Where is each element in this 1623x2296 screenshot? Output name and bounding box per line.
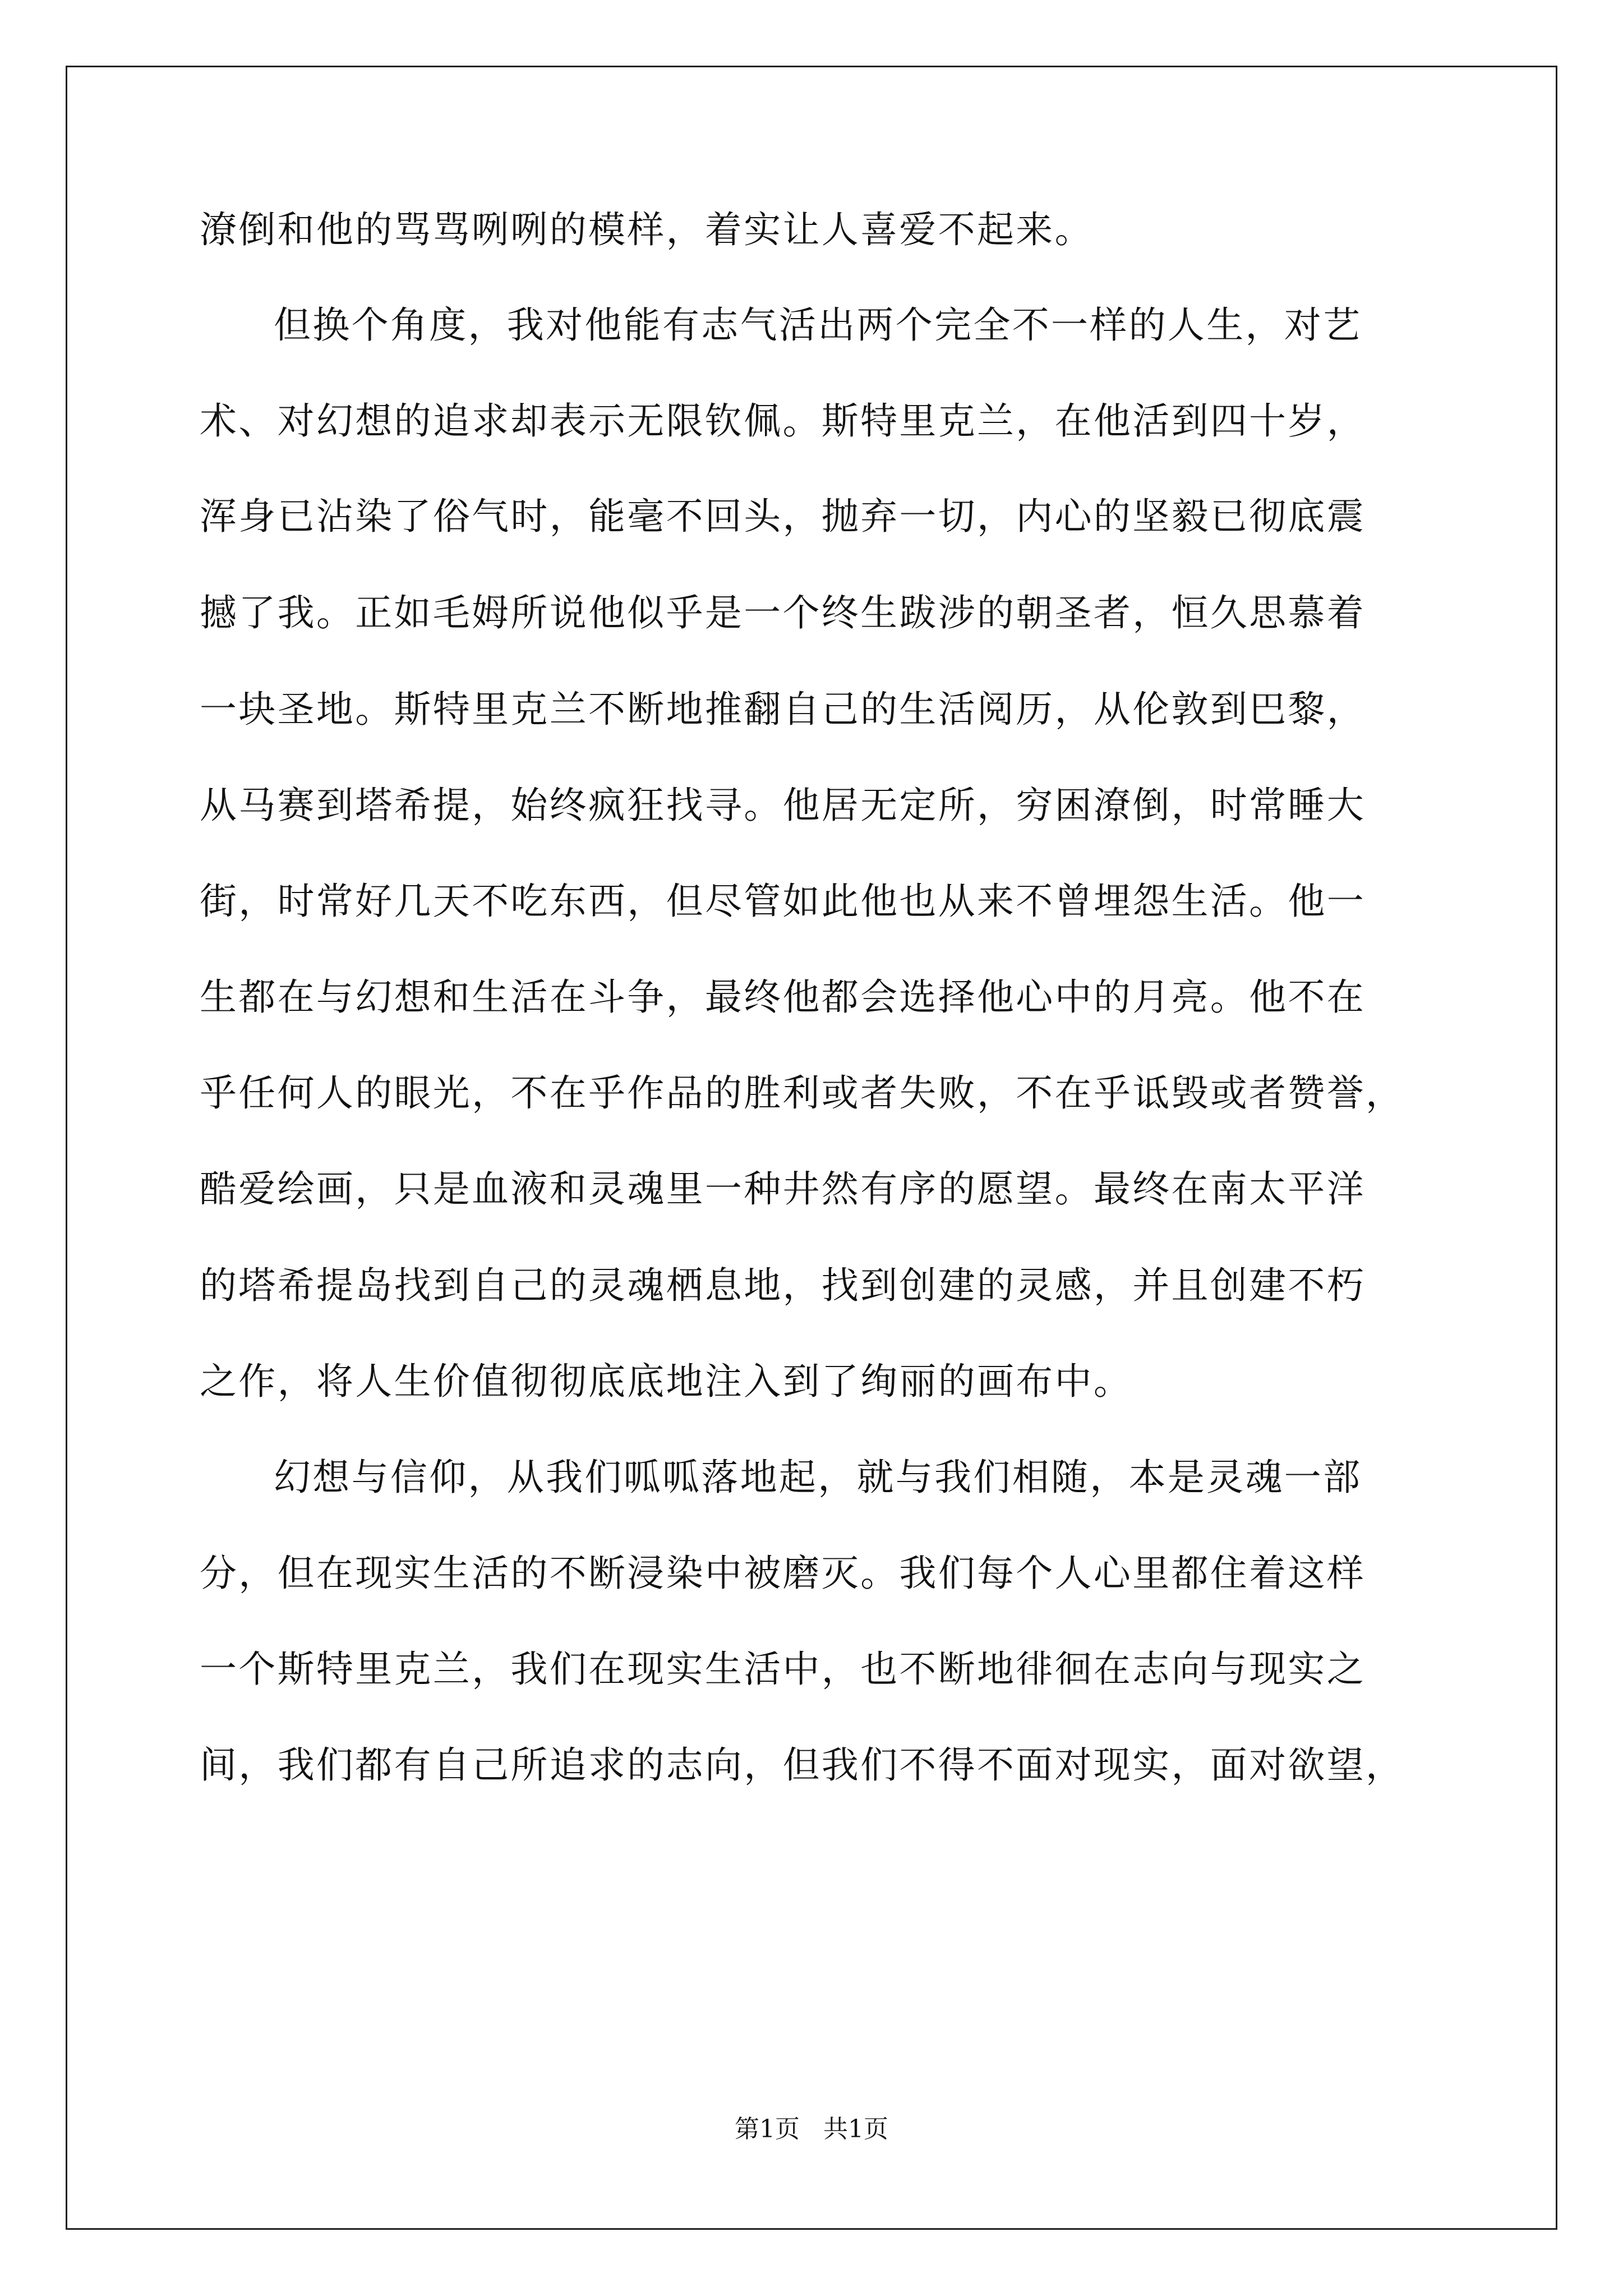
text-line-12: 的塔希提岛找到自己的灵魂栖息地，找到创建的灵感，并且创建不朽 [200, 1264, 1366, 1307]
text-line-3: 术、对幻想的追求却表示无限钦佩。斯特里克兰，在他活到四十岁， [200, 399, 1366, 443]
text-line-9: 生都在与幻想和生活在斗争，最终他都会选择他心中的月亮。他不在 [200, 976, 1366, 1019]
text-line-10: 乎任何人的眼光，不在乎作品的胜利或者失败，不在乎诋毁或者赞誉， [200, 1071, 1405, 1115]
text-line-6: 一块圣地。斯特里克兰不断地推翻自己的生活阅历，从伦敦到巴黎， [200, 688, 1366, 731]
page-number-footer: 第1页 共1页 [735, 2115, 888, 2143]
page-border [66, 66, 1557, 2230]
text-line-7: 从马赛到塔希提，始终疯狂找寻。他居无定所，穷困潦倒，时常睡大 [200, 784, 1366, 827]
text-line-17: 间，我们都有自己所追求的志向，但我们不得不面对现实，面对欲望， [200, 1743, 1405, 1787]
text-line-5: 撼了我。正如毛姆所说他似乎是一个终生跋涉的朝圣者，恒久思慕着 [200, 591, 1366, 634]
text-line-4: 浑身已沾染了俗气时，能毫不回头，抛弃一切，内心的坚毅已彻底震 [200, 495, 1366, 538]
text-line-13: 之作，将人生价值彻彻底底地注入到了绚丽的画布中。 [200, 1360, 1133, 1403]
text-line-15: 分，但在现实生活的不断浸染中被磨灭。我们每个人心里都住着这样 [200, 1552, 1366, 1595]
text-line-8: 街，时常好几天不吃东西，但尽管如此他也从来不曾埋怨生活。他一 [200, 880, 1366, 923]
paragraph-start-line: 但换个角度，我对他能有志气活出两个完全不一样的人生，对艺 [274, 303, 1362, 347]
text-line-1: 潦倒和他的骂骂咧咧的模样，着实让人喜爱不起来。 [200, 208, 1094, 251]
paragraph-start-line: 幻想与信仰，从我们呱呱落地起，就与我们相随，本是灵魂一部 [274, 1456, 1362, 1499]
text-line-16: 一个斯特里克兰，我们在现实生活中，也不断地徘徊在志向与现实之 [200, 1648, 1366, 1691]
text-line-11: 酷爱绘画，只是血液和灵魂里一种井然有序的愿望。最终在南太平洋 [200, 1167, 1366, 1211]
